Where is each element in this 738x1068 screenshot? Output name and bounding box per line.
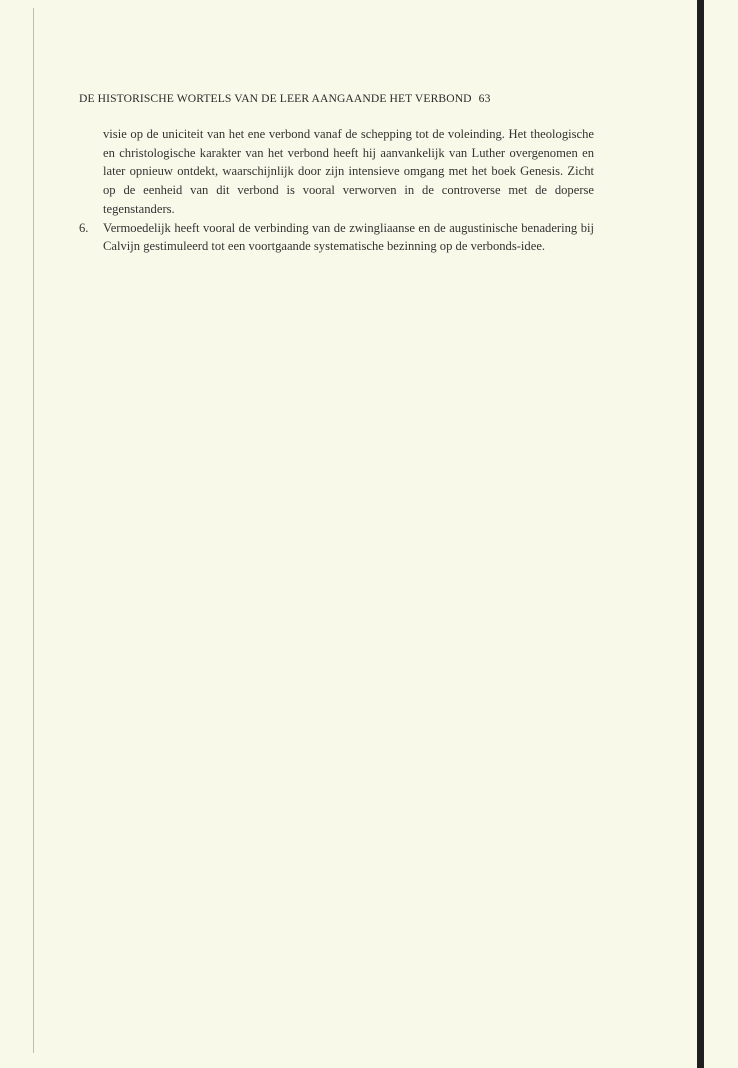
list-item-text: Vermoedelijk heeft vooral de verbinding van de zwingliaanse en de augustinische benadering bij Calvijn gestimuleerd tot een voortgaande systematische bezinning op de verbonds-idee. (103, 220, 594, 254)
continued-paragraph: visie op de uniciteit van het ene verbond vanaf de schepping tot de voleinding. Het theologische en christologische karakter van het verbond heeft hij aanvankelijk van Luther overgenomen en later opnieuw ontdekt, waarschijnlijk door zijn intensieve omgang met het boek Genesis. Zicht op de eenheid van dit verbond is vooral verworven in de controverse met de doperse tegenstanders. (103, 127, 594, 216)
page-number: 63 (478, 92, 491, 105)
scan-right-edge (697, 0, 704, 1068)
running-head-title: DE HISTORISCHE WORTELS VAN DE LEER AANGAANDE HET VERBOND (79, 92, 472, 105)
list-item-number: 6. (79, 220, 89, 235)
running-head (79, 92, 599, 105)
scan-left-rule (33, 8, 34, 1053)
list-item (79, 219, 594, 256)
body-text (79, 125, 594, 256)
